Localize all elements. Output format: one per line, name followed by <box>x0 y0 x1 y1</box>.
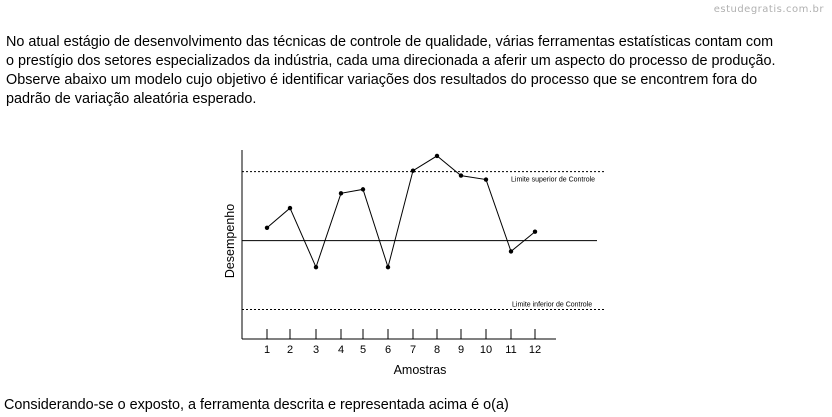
x-tick-label-7: 7 <box>409 344 417 356</box>
x-tick-label-6: 6 <box>384 344 392 356</box>
question-line-3: Observe abaixo um modelo cujo objetivo é identificar variações dos resultados do processo que se encontrem fora do <box>6 72 758 88</box>
x-tick-label-11: 11 <box>505 344 517 356</box>
upper-control-limit-label: Limite superior de Controle <box>511 176 596 184</box>
data-point-10 <box>484 177 488 181</box>
x-tick-label-10: 10 <box>479 344 493 356</box>
data-point-6 <box>386 265 390 269</box>
data-point-12 <box>533 230 537 234</box>
data-point-2 <box>288 206 292 210</box>
data-point-1 <box>265 226 269 230</box>
x-tick-label-9: 9 <box>457 344 465 356</box>
series-line <box>267 156 535 267</box>
question-line-1: No atual estágio de desenvolvimento das técnicas de controle de qualidade, várias ferramentas estatísticas contam com <box>6 34 774 50</box>
x-axis-title: Amostras <box>393 363 447 377</box>
data-point-11 <box>509 249 513 253</box>
x-tick-label-5: 5 <box>359 344 367 356</box>
data-point-8 <box>435 154 439 158</box>
question-line-2: o prestígio dos setores especializados da indústria, cada uma direcionada a aferir um aspecto do processo de produção. <box>6 53 776 69</box>
x-tick-label-12: 12 <box>528 344 542 356</box>
data-point-3 <box>314 265 318 269</box>
data-point-9 <box>459 173 463 177</box>
x-tick-label-2: 2 <box>286 344 294 356</box>
lower-control-limit-label: Limite inferior de Controle <box>512 301 593 309</box>
x-tick-label-4: 4 <box>337 344 345 356</box>
question-prompt: Considerando-se o exposto, a ferramenta descrita e representada acima é o(a) <box>4 397 509 413</box>
y-axis-title: Desempenho <box>223 203 237 279</box>
x-tick-label-3: 3 <box>312 344 320 356</box>
x-tick-label-1: 1 <box>263 344 271 356</box>
site-watermark: estudegratis.com.br <box>713 4 824 15</box>
question-line-4: padrão de variação aleatória esperado. <box>6 91 257 107</box>
data-point-5 <box>361 187 365 191</box>
x-tick-label-8: 8 <box>433 344 441 356</box>
data-point-7 <box>411 168 415 172</box>
data-point-4 <box>339 191 343 195</box>
